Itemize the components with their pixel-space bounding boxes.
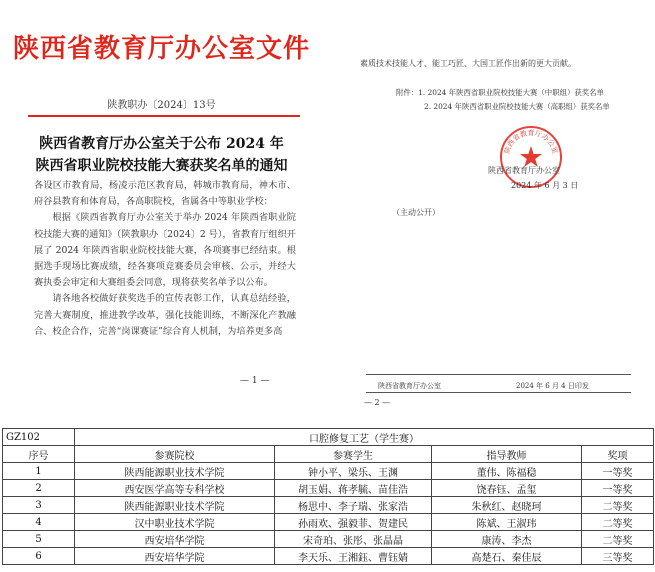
body-paragraph-2: 请各地各校做好获奖选手的宣传表彰工作，认真总结经验，完善大赛制度，推进教学改革，强化技能训练，不断深化产教融合、校企合作，完善“岗课赛证”综合育人机制，为培养更多高 (34, 293, 296, 337)
attachments (396, 86, 651, 114)
footer-organization: 陕西省教育厅办公室 (378, 382, 441, 390)
row-no: 2 (3, 480, 75, 497)
row-students: 孙雨欢、强毅菲、贺建民 (275, 514, 432, 531)
row-school: 陕西能源职业技术学院 (75, 463, 275, 480)
signing-organization: 陕西省教育厅办公室 (488, 166, 560, 175)
table-row (3, 480, 654, 497)
row-students: 钟小平、梁乐、王渊 (275, 463, 432, 480)
event-code: GZ102 (3, 429, 75, 446)
notice-body (34, 178, 296, 340)
event-name: 口腔修复工艺（学生赛） (75, 429, 654, 446)
page-number-1: — 1 — (240, 376, 270, 386)
signing-date: 2024 年 6 月 3 日 (511, 181, 579, 190)
footer-line-top (366, 374, 631, 375)
notice-title (0, 133, 323, 177)
row-teachers: 陈斌、王淑玮 (432, 514, 582, 531)
salutation: 各设区市教育局，杨凌示范区教育局，韩城市教育局，神木市、府谷县教育和体育局，各高职院校，省属各中等职业学校： (34, 180, 296, 208)
header-school: 参赛院校 (75, 446, 275, 463)
row-teachers: 高楚石、秦佳辰 (432, 548, 582, 565)
attachment-2: 2. 2024 年陕西省职业院校技能大赛（高职组）获奖名单 (424, 102, 610, 111)
row-no: 1 (3, 463, 75, 480)
row-teachers: 董伟、陈福稳 (432, 463, 582, 480)
row-no: 3 (3, 497, 75, 514)
row-teachers: 饶春钰、孟玺 (432, 480, 582, 497)
footer-print-date: 2024 年 6 月 4 日印发 (516, 382, 589, 390)
document-number: 陕教职办〔2024〕13号 (107, 100, 216, 111)
row-students: 杨思中、李子瑞、张家浩 (275, 497, 432, 514)
header-no: 序号 (3, 446, 75, 463)
document-page-1 (0, 0, 323, 405)
red-divider-line (28, 115, 300, 117)
row-school: 陕西能源职业技术学院 (75, 497, 275, 514)
continuation-text: 素质技术技能人才、能工巧匠、大国工匠作出新的更大贡献。 (360, 59, 576, 68)
notice-title-line-1: 陕西省教育厅办公室关于公布 2024 年 (39, 136, 284, 152)
red-header-title: 陕西省教育厅办公室文件 (12, 34, 310, 64)
row-award: 一等奖 (582, 480, 654, 497)
table-row (3, 531, 654, 548)
row-award: 二等奖 (582, 531, 654, 548)
row-school: 西安培华学院 (75, 531, 275, 548)
table-title-row (3, 429, 654, 446)
seal-text: 陕西省教育厅办公室 (503, 129, 559, 155)
table-row (3, 463, 654, 480)
footer-line-bottom (366, 392, 631, 393)
body-paragraph-1: 根据《陕西省教育厅办公室关于举办 2024 年陕西省职业院校技能大赛的通知》（陕教职办〔2024〕2 号），省教育厅组织开展了 2024 年陕西省职业院校技能大赛，各项赛事已经结束。根据选手现场比赛成绩，经各赛项竞赛委员会审核、公示，并经大赛执委会审定和大赛组委会同意，现将获奖名单予以公布。 (34, 212, 296, 289)
row-no: 5 (3, 531, 75, 548)
row-students: 胡玉娟、蒋孝毓、苗佳浩 (275, 480, 432, 497)
header-award: 奖项 (582, 446, 654, 463)
row-award: 三等奖 (582, 548, 654, 565)
row-school: 西安医学高等专科学校 (75, 480, 275, 497)
row-teachers: 朱秋红、赵晓珂 (432, 497, 582, 514)
table-row (3, 548, 654, 565)
row-teachers: 康涛、李杰 (432, 531, 582, 548)
table-row (3, 497, 654, 514)
page-number-2: — 2 — (364, 398, 391, 407)
row-no: 6 (3, 548, 75, 565)
notice-title-line-2: 陕西省职业院校技能大赛获奖名单的通知 (35, 158, 288, 174)
row-no: 4 (3, 514, 75, 531)
row-school: 西安培华学院 (75, 548, 275, 565)
table-row (3, 514, 654, 531)
header-teachers: 指导教师 (432, 446, 582, 463)
row-award: 二等奖 (582, 497, 654, 514)
row-students: 宋奇珀、张彤、张晶晶 (275, 531, 432, 548)
public-note: （主动公开） (392, 208, 440, 217)
document-page-2 (330, 0, 655, 405)
header-students: 参赛学生 (275, 446, 432, 463)
table-header-row (3, 446, 654, 463)
row-school: 汉中职业技术学院 (75, 514, 275, 531)
row-award: 二等奖 (582, 514, 654, 531)
awards-table (2, 428, 654, 565)
row-award: 一等奖 (582, 463, 654, 480)
attachment-1: 附件：1. 2024 年陕西省职业院校技能大赛（中职组）获奖名单 (396, 88, 604, 97)
row-students: 李天乐、王湘鈺、曹钰婧 (275, 548, 432, 565)
